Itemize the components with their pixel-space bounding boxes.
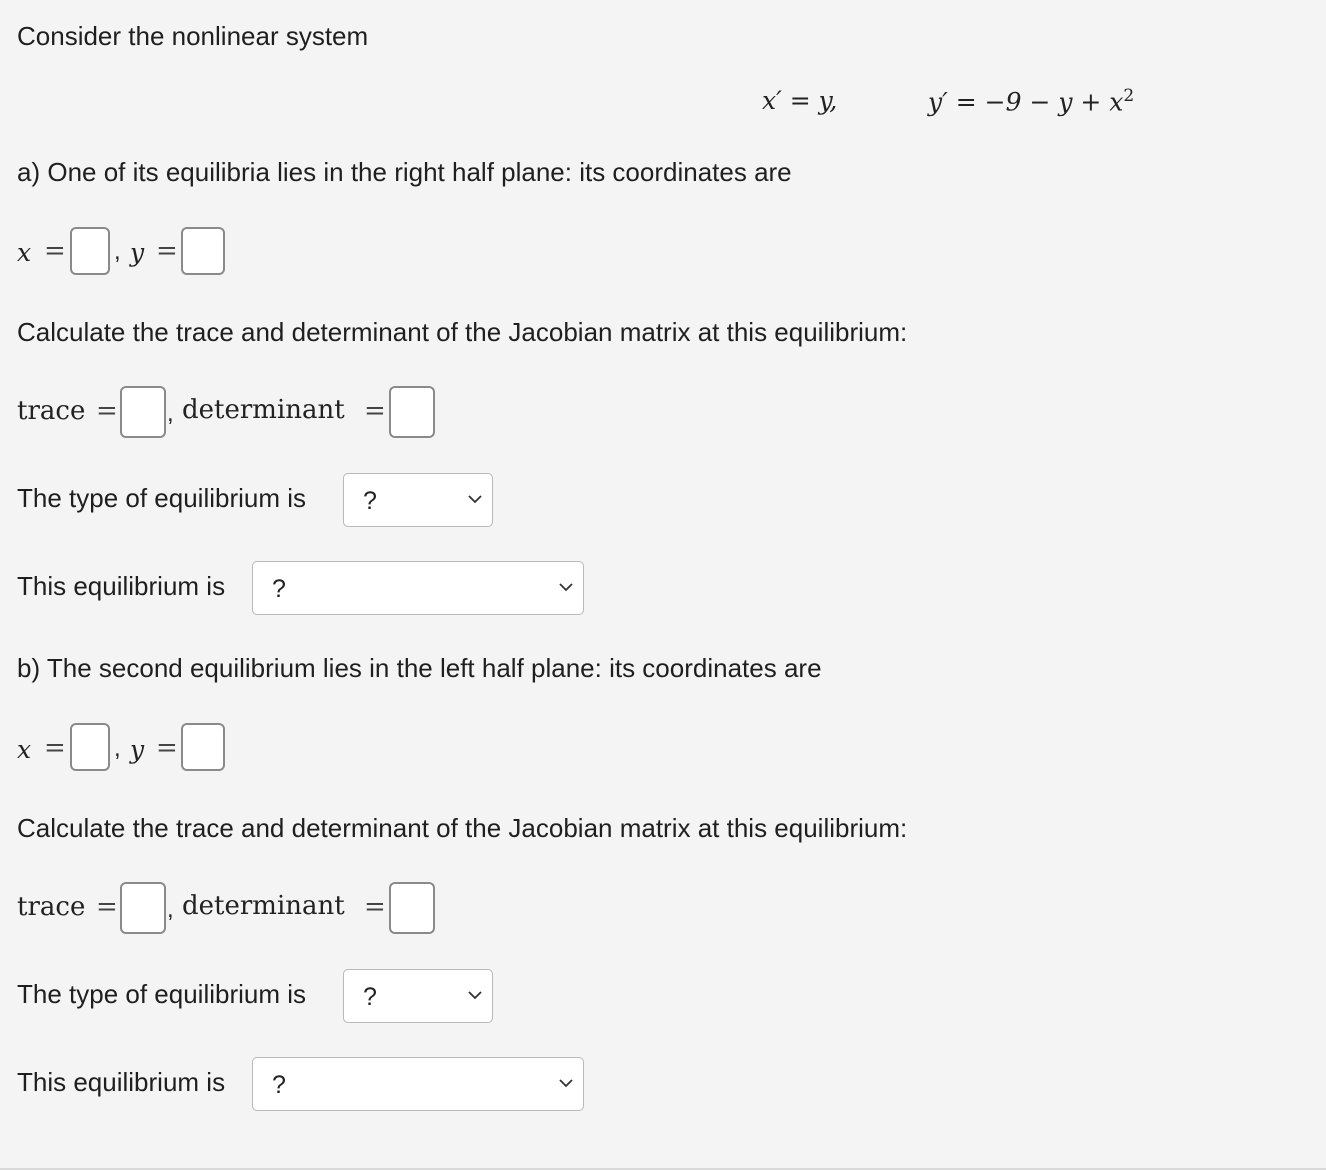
part-a-stability-selected: ?	[272, 575, 286, 603]
part-a-x-input[interactable]	[70, 227, 110, 275]
part-b-prompt: b) The second equilibrium lies in the left half plane: its coordinates are	[17, 653, 822, 683]
part-a-type-selected: ?	[363, 487, 377, 515]
part-b-type-prompt: The type of equilibrium is	[17, 979, 307, 1009]
part-b-x-equals: =	[44, 733, 66, 763]
part-a-det-input[interactable]	[389, 386, 435, 438]
equation-y-prime	[928, 86, 1134, 116]
chevron-down-icon	[468, 492, 482, 506]
intro-text: Consider the nonlinear system	[17, 21, 369, 51]
part-b-comma: ,	[114, 735, 121, 762]
part-b-x-label: x	[17, 735, 32, 764]
part-a-type-select[interactable]	[343, 473, 493, 527]
part-b-det-input[interactable]	[389, 882, 435, 934]
equation-exponent: 2	[1123, 86, 1135, 106]
equation-y-prime-body: y′ = −9 − y + x	[928, 87, 1124, 117]
part-a-y-label: y	[130, 238, 145, 267]
part-b-y-label: y	[130, 735, 145, 764]
part-b-y-equals: =	[156, 733, 178, 763]
part-b-x-input[interactable]	[70, 723, 110, 771]
part-b-comma-2: ,	[167, 896, 174, 923]
part-a-trace-input[interactable]	[120, 386, 166, 438]
part-a-trace-equals: =	[96, 396, 118, 426]
part-a-type-prompt: The type of equilibrium is	[17, 483, 307, 513]
part-b-stability-prompt: This equilibrium is	[17, 1067, 226, 1097]
part-a-x-label: x	[17, 238, 32, 267]
part-a-comma: ,	[114, 238, 121, 265]
part-b-type-select[interactable]	[343, 969, 493, 1023]
part-a-prompt: a) One of its equilibria lies in the right half plane: its coordinates are	[17, 157, 792, 187]
part-a-stability-select[interactable]	[252, 561, 584, 615]
part-a-trace-label: trace	[17, 396, 86, 426]
part-b-stability-select[interactable]	[252, 1057, 584, 1111]
part-b-type-selected: ?	[363, 983, 377, 1011]
part-b-calc-prompt: Calculate the trace and determinant of the Jacobian matrix at this equilibrium:	[17, 813, 908, 843]
chevron-down-icon	[559, 580, 573, 594]
part-b-trace-label: trace	[17, 892, 86, 922]
part-a-det-label: determinant	[182, 395, 345, 425]
part-b-det-label: determinant	[182, 891, 345, 921]
part-b-trace-input[interactable]	[120, 882, 166, 934]
part-b-trace-equals: =	[96, 892, 118, 922]
part-a-y-input[interactable]	[181, 227, 225, 275]
part-a-calc-prompt: Calculate the trace and determinant of the Jacobian matrix at this equilibrium:	[17, 317, 908, 347]
part-a-y-equals: =	[156, 236, 178, 266]
part-a-stability-prompt: This equilibrium is	[17, 571, 226, 601]
part-a-comma-2: ,	[167, 400, 174, 427]
part-a-x-equals: =	[44, 236, 66, 266]
part-b-stability-selected: ?	[272, 1071, 286, 1099]
equation-x-prime: x′ = y,	[762, 86, 838, 115]
part-a-det-equals: =	[364, 396, 386, 426]
part-b-y-input[interactable]	[181, 723, 225, 771]
chevron-down-icon	[468, 988, 482, 1002]
part-b-det-equals: =	[364, 892, 386, 922]
chevron-down-icon	[559, 1076, 573, 1090]
